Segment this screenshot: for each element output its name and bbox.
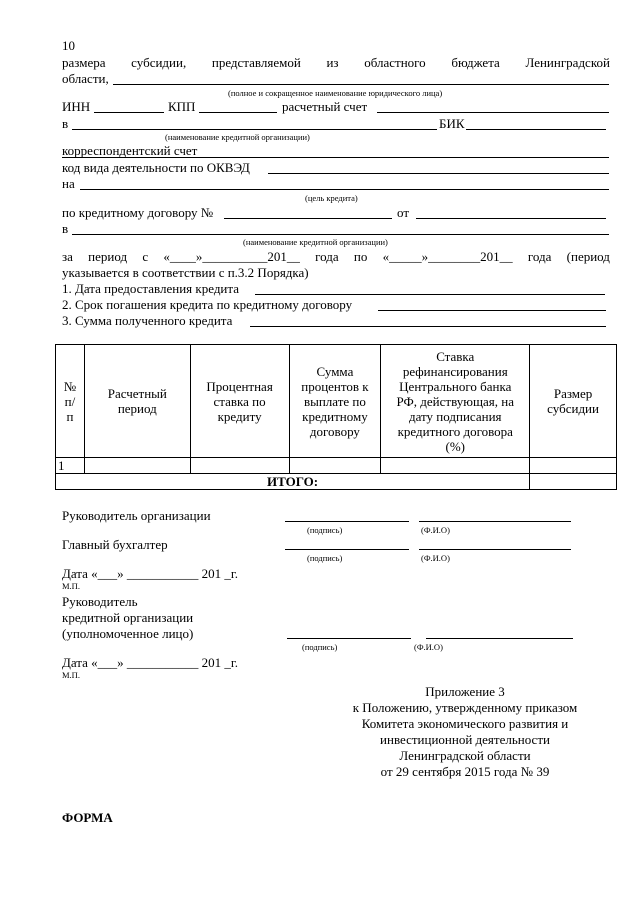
goal-field[interactable] bbox=[80, 189, 609, 190]
account-label: расчетный счет bbox=[282, 99, 368, 114]
period-word: года bbox=[527, 249, 552, 264]
goal-hint: (цель кредита) bbox=[305, 193, 358, 203]
table-cell[interactable] bbox=[289, 458, 381, 474]
date-field-2[interactable]: Дата «___» ___________ 201 _г. bbox=[62, 655, 239, 670]
goal-on-label: на bbox=[62, 176, 75, 191]
col-header-sum: Сумма процентов к выплате по кредитному договору bbox=[289, 345, 381, 458]
col-header-rate: Процентная ставка по кредиту bbox=[190, 345, 289, 458]
credit-bank-in-label: в bbox=[62, 221, 69, 236]
accountant-signature-field[interactable] bbox=[285, 549, 409, 550]
table-header-row bbox=[56, 345, 617, 458]
period-end-field[interactable]: «_____»________201__ bbox=[382, 249, 513, 264]
appendix-line: Приложение 3 bbox=[425, 684, 505, 699]
stamp-label-2: М.П. bbox=[62, 670, 80, 680]
period-word: за bbox=[62, 249, 73, 264]
org-name-hint: (полное и сокращенное наименование юридического лица) bbox=[228, 88, 443, 98]
bank-name-field[interactable] bbox=[72, 129, 437, 130]
period-line bbox=[62, 249, 610, 264]
head-fio-field[interactable] bbox=[419, 521, 571, 522]
intro-word: областного bbox=[364, 55, 426, 70]
bik-label: БИК bbox=[439, 116, 465, 131]
subsidy-table bbox=[55, 344, 617, 490]
col-header-period: Расчетный период bbox=[84, 345, 190, 458]
form-label: ФОРМА bbox=[62, 810, 113, 825]
intro-word: представляемой bbox=[211, 55, 301, 70]
bank-in-label: в bbox=[62, 116, 69, 131]
head-fio-hint: (Ф.И.О) bbox=[421, 525, 450, 535]
kpp-field[interactable] bbox=[199, 112, 277, 113]
okved-field[interactable] bbox=[268, 173, 609, 174]
contract-number-field[interactable] bbox=[224, 218, 392, 219]
page-number: 10 bbox=[62, 38, 75, 53]
item-repay-label: 2. Срок погашения кредита по кредитному договору bbox=[62, 297, 353, 312]
stamp-label-1: М.П. bbox=[62, 581, 80, 591]
period-word: с bbox=[142, 249, 149, 264]
account-field[interactable] bbox=[377, 112, 609, 113]
bank-name-hint: (наименование кредитной организации) bbox=[165, 132, 310, 142]
bank-head-fio-field[interactable] bbox=[426, 638, 573, 639]
col-header-refinancing: Ставка рефинансирования Центрального банка РФ, действующая, на дату подписания кредитного договора (%) bbox=[381, 345, 530, 458]
bank-head-label-3: (уполномоченное лицо) bbox=[62, 626, 194, 641]
total-cell[interactable] bbox=[530, 474, 617, 490]
period-word: (период bbox=[566, 249, 610, 264]
period-word: по bbox=[353, 249, 368, 264]
appendix-block bbox=[330, 684, 600, 780]
table-cell[interactable] bbox=[381, 458, 530, 474]
repay-term-field[interactable] bbox=[378, 310, 606, 311]
period-word: период bbox=[88, 249, 128, 264]
appendix-line: инвестиционной деятельности bbox=[380, 732, 550, 747]
intro-word: Ленинградской bbox=[525, 55, 610, 70]
accountant-label: Главный бухгалтер bbox=[62, 537, 168, 552]
credit-amount-field[interactable] bbox=[250, 326, 606, 327]
table-row bbox=[56, 458, 617, 474]
appendix-line: Ленинградской области bbox=[399, 748, 531, 763]
corr-label: корреспондентский счет bbox=[62, 143, 198, 158]
contract-label: по кредитному договору № bbox=[62, 205, 214, 220]
period-word: года bbox=[315, 249, 339, 264]
accountant-sign-hint: (подпись) bbox=[307, 553, 343, 563]
kpp-label: КПП bbox=[168, 99, 196, 114]
col-header-subsidy: Размер субсидии bbox=[530, 345, 617, 458]
intro-word: бюджета bbox=[451, 55, 500, 70]
head-signature-field[interactable] bbox=[285, 521, 409, 522]
org-name-field[interactable] bbox=[113, 84, 609, 85]
corr-field[interactable] bbox=[62, 157, 609, 158]
credit-bank-hint: (наименование кредитной организации) bbox=[243, 237, 388, 247]
inn-label: ИНН bbox=[62, 99, 91, 114]
intro-line bbox=[62, 55, 610, 70]
intro-line2: области, bbox=[62, 71, 109, 86]
bank-head-label-1: Руководитель bbox=[62, 594, 138, 609]
col-header-num: № п/ п bbox=[56, 345, 85, 458]
appendix-line: к Положению, утвержденному приказом bbox=[352, 700, 578, 715]
item-issue-date-label: 1. Дата предоставления кредита bbox=[62, 281, 239, 296]
appendix-line: от 29 сентября 2015 года № 39 bbox=[380, 764, 550, 779]
accountant-fio-hint: (Ф.И.О) bbox=[421, 553, 450, 563]
okved-label: код вида деятельности по ОКВЭД bbox=[62, 160, 250, 175]
table-cell[interactable] bbox=[84, 458, 190, 474]
table-cell[interactable] bbox=[190, 458, 289, 474]
credit-bank-field[interactable] bbox=[72, 234, 609, 235]
issue-date-field[interactable] bbox=[255, 294, 605, 295]
bank-head-sign-hint: (подпись) bbox=[302, 642, 338, 652]
bik-field[interactable] bbox=[466, 129, 606, 130]
total-row bbox=[56, 474, 617, 490]
intro-word: размера bbox=[62, 55, 106, 70]
contract-from-label: от bbox=[397, 205, 410, 220]
bank-head-fio-hint: (Ф.И.О) bbox=[414, 642, 443, 652]
head-sign-hint: (подпись) bbox=[307, 525, 343, 535]
period-note: указывается в соответствии с п.3.2 Порядка) bbox=[62, 265, 309, 280]
total-label: ИТОГО: bbox=[56, 474, 530, 490]
accountant-fio-field[interactable] bbox=[419, 549, 571, 550]
bank-head-label-2: кредитной организации bbox=[62, 610, 194, 625]
appendix-line: Комитета экономического развития и bbox=[361, 716, 569, 731]
intro-word: субсидии, bbox=[131, 55, 187, 70]
row-number: 1 bbox=[56, 458, 85, 474]
item-amount-label: 3. Сумма полученного кредита bbox=[62, 313, 233, 328]
inn-field[interactable] bbox=[94, 112, 164, 113]
contract-date-field[interactable] bbox=[416, 218, 606, 219]
bank-head-signature-field[interactable] bbox=[287, 638, 411, 639]
intro-word: из bbox=[326, 55, 339, 70]
table-cell[interactable] bbox=[530, 458, 617, 474]
head-label: Руководитель организации bbox=[62, 508, 211, 523]
date-field-1[interactable]: Дата «___» ___________ 201 _г. bbox=[62, 566, 239, 581]
period-start-field[interactable]: «____»__________201__ bbox=[163, 249, 300, 264]
